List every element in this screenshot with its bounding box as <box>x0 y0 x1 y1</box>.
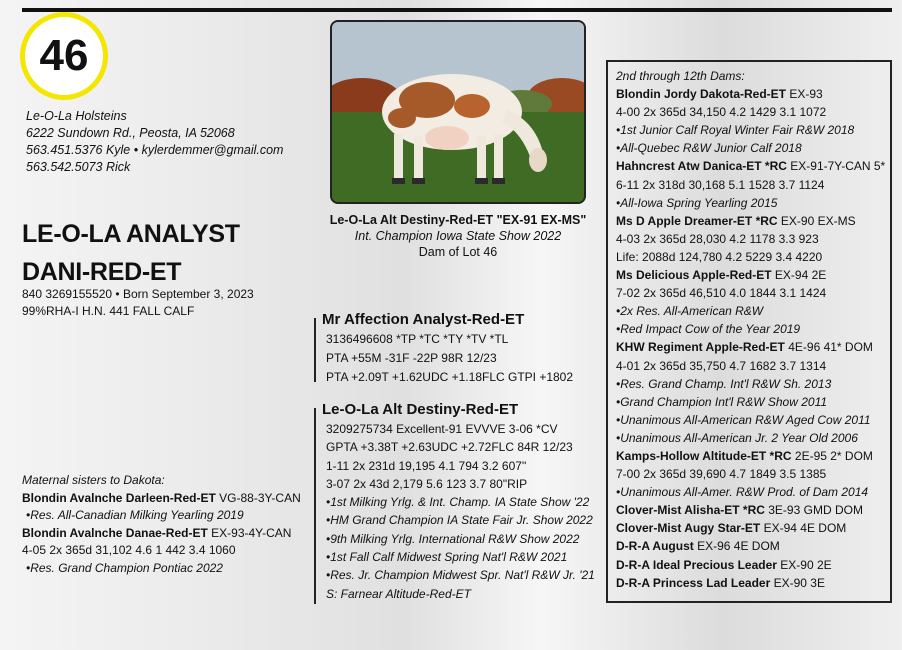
pedigree-dam <box>616 212 890 230</box>
dam-name: Ms D Apple Dreamer-ET *RC <box>616 213 778 228</box>
dam-block <box>314 400 614 603</box>
dam-award: •All-Iowa Spring Yearling 2015 <box>616 195 778 210</box>
dam-award: •Res. Jr. Champion Midwest Spr. Nat'l R&W Jr. '21 <box>326 568 595 583</box>
dam-award: •2x Res. All-American R&W <box>616 304 764 319</box>
caption-title: Le-O-La Alt Destiny-Red-ET "EX-91 EX-MS" <box>329 213 587 227</box>
sire-line: PTA +55M -31F -22P 98R 12/23 <box>326 351 497 365</box>
pedigree-header: 2nd through 12th Dams: <box>616 69 745 83</box>
dam-score: 3E-93 GMD DOM <box>764 503 863 518</box>
dam-record: 7-02 2x 365d 46,510 4.0 1844 3.1 1424 <box>616 286 827 301</box>
pedigree-dam <box>616 266 890 284</box>
dam-divider <box>314 408 316 604</box>
dam-score: EX-90 3E <box>770 575 825 590</box>
animal-name-line1: LE-O-LA ANALYST <box>22 220 240 248</box>
dam-name: Clover-Mist Alisha-ET *RC <box>616 503 765 518</box>
dam-score: EX-91-7Y-CAN 5* <box>786 159 886 174</box>
animal-name-line2: DANI-RED-ET <box>22 258 182 286</box>
dam-name: Clover-Mist Augy Star-ET <box>616 521 761 536</box>
dam-name: KHW Regiment Apple-Red-ET <box>616 340 785 355</box>
sire-block <box>314 310 614 387</box>
dam-name: Hahncrest Atw Danica-ET *RC <box>616 159 787 174</box>
dam-award: •1st Milking Yrlg. & Int. Champ. IA State Show '22 <box>326 495 590 510</box>
dam-score: 2E-95 2* DOM <box>791 448 873 463</box>
top-rule <box>22 8 892 12</box>
dam-award: •9th Milking Yrlg. International R&W Show 2022 <box>326 531 580 546</box>
pedigree-box <box>606 60 892 603</box>
dam-score: 4E-96 41* DOM <box>784 340 873 355</box>
lot-number-badge <box>20 12 108 100</box>
dam-score: EX-90 EX-MS <box>777 213 856 228</box>
dam-record: 6-11 2x 318d 30,168 5.1 1528 3.7 1124 <box>616 177 825 192</box>
pedigree-dam <box>616 537 890 555</box>
sister-score: EX-93-4Y-CAN <box>207 525 292 540</box>
dam-award: •1st Junior Calf Royal Winter Fair R&W 2018 <box>616 123 855 138</box>
dam-award: •Red Impact Cow of the Year 2019 <box>616 322 801 337</box>
dam-record: 4-01 2x 365d 35,750 4.7 1682 3.7 1314 <box>616 358 827 373</box>
sister-record: 4-05 2x 365d 31,102 4.6 1 442 3.4 1060 <box>22 543 236 557</box>
cow-photo <box>330 20 586 204</box>
cow-photo-image <box>332 22 584 202</box>
sire-name: Mr Affection Analyst-Red-ET <box>322 311 525 328</box>
owner-phone-rick: 563.542.5073 Rick <box>26 160 131 174</box>
sister-name: Blondin Avalnche Danae-Red-ET <box>22 525 208 540</box>
dam-award: •Unanimous All-American Jr. 2 Year Old 2006 <box>616 430 858 445</box>
lot-number: 46 <box>39 31 89 80</box>
dam-name: Le-O-La Alt Destiny-Red-ET <box>322 401 519 418</box>
pedigree-dam <box>616 338 890 356</box>
dam-lifetime: Life: 2088d 124,780 4.2 5229 3.4 4220 <box>616 249 823 264</box>
sire-divider <box>314 318 316 382</box>
dam-name: Kamps-Hollow Altitude-ET *RC <box>616 448 792 463</box>
dam-line: GPTA +3.38T +2.63UDC +2.72FLC 84R 12/23 <box>326 440 573 455</box>
dam-name: D-R-A Ideal Precious Leader <box>616 557 777 572</box>
pedigree-dam <box>616 85 890 103</box>
dam-score: EX-90 2E <box>776 557 832 572</box>
sister-award: •Res. Grand Champion Pontiac 2022 <box>26 560 223 575</box>
dam-record: 4-03 2x 365d 28,030 4.2 1178 3.3 923 <box>616 231 819 246</box>
dam-award: •1st Fall Calf Midwest Spring Nat'l R&W 2021 <box>326 550 568 565</box>
dam-line: 3209275734 Excellent-91 EVVVE 3-06 *CV <box>326 422 558 436</box>
dam-award: •Unanimous All-Amer. R&W Prod. of Dam 2014 <box>616 485 869 500</box>
dam-name: Blondin Jordy Dakota-Red-ET <box>616 87 787 102</box>
dam-name: D-R-A August <box>616 539 694 554</box>
pedigree-dam <box>616 519 890 537</box>
owner-block <box>26 108 283 176</box>
sister-award: •Res. All-Canadian Milking Yearling 2019 <box>26 508 244 522</box>
pedigree-dam <box>616 556 890 574</box>
owner-address: 6222 Sundown Rd., Peosta, IA 52068 <box>26 126 235 140</box>
maternal-sisters-block <box>22 472 301 577</box>
dam-line: 1-11 2x 231d 19,195 4.1 794 3.2 607" <box>326 458 527 473</box>
registration-line: 840 3269155520 • Born September 3, 2023 <box>22 287 254 301</box>
dam-award: •Res. Grand Champ. Int'l R&W Sh. 2013 <box>616 376 832 391</box>
dam-score: EX-93 <box>786 87 823 102</box>
dam-score: EX-94 4E DOM <box>760 521 847 536</box>
dam-name: D-R-A Princess Lad Leader <box>616 575 771 590</box>
dam-award: •Grand Champion Int'l R&W Show 2011 <box>616 394 828 409</box>
dam-award: •All-Quebec R&W Junior Calf 2018 <box>616 141 802 156</box>
dam-award: •HM Grand Champion IA State Fair Jr. Show 2022 <box>326 513 593 528</box>
caption-dam-of: Dam of Lot 46 <box>418 245 498 259</box>
pedigree-dam <box>616 157 890 175</box>
dam-record: 7-00 2x 365d 39,690 4.7 1849 3.5 1385 <box>616 467 827 482</box>
animal-name <box>22 215 240 291</box>
dam-name: Ms Delicious Apple-Red-ET <box>616 268 772 283</box>
pedigree-dam <box>616 501 890 519</box>
photo-caption <box>300 212 616 260</box>
dam-score: EX-94 2E <box>771 268 827 283</box>
animal-info <box>22 286 254 320</box>
sister-score: VG-88-3Y-CAN <box>215 490 301 505</box>
dam-line: 3-07 2x 43d 2,179 5.6 123 3.7 80"RIP <box>326 476 528 491</box>
dam-sire-line: S: Farnear Altitude-Red-ET <box>326 586 471 601</box>
dam-award: •Unanimous All-American R&W Aged Cow 2011 <box>616 412 871 427</box>
sister-entry <box>22 490 301 508</box>
owner-name: Le-O-La Holsteins <box>26 109 127 123</box>
sister-name: Blondin Avalnche Darleen-Red-ET <box>22 490 216 505</box>
owner-phone-kyle: 563.451.5376 Kyle • kylerdemmer@gmail.com <box>26 143 284 157</box>
sire-line: PTA +2.09T +1.62UDC +1.18FLC GTPI +1802 <box>326 370 574 384</box>
breed-info-line: 99%RHA-I H.N. 441 FALL CALF <box>22 304 195 318</box>
sister-entry <box>22 525 301 543</box>
pedigree-dam <box>616 447 890 465</box>
dam-score: EX-96 4E DOM <box>693 539 780 554</box>
sire-line: 3136496608 *TP *TC *TY *TV *TL <box>326 332 509 346</box>
pedigree-dam <box>616 574 890 592</box>
sisters-header: Maternal sisters to Dakota: <box>22 473 165 487</box>
dam-record: 4-00 2x 365d 34,150 4.2 1429 3.1 1072 <box>616 105 827 120</box>
caption-subtitle: Int. Champion Iowa State Show 2022 <box>354 229 562 243</box>
